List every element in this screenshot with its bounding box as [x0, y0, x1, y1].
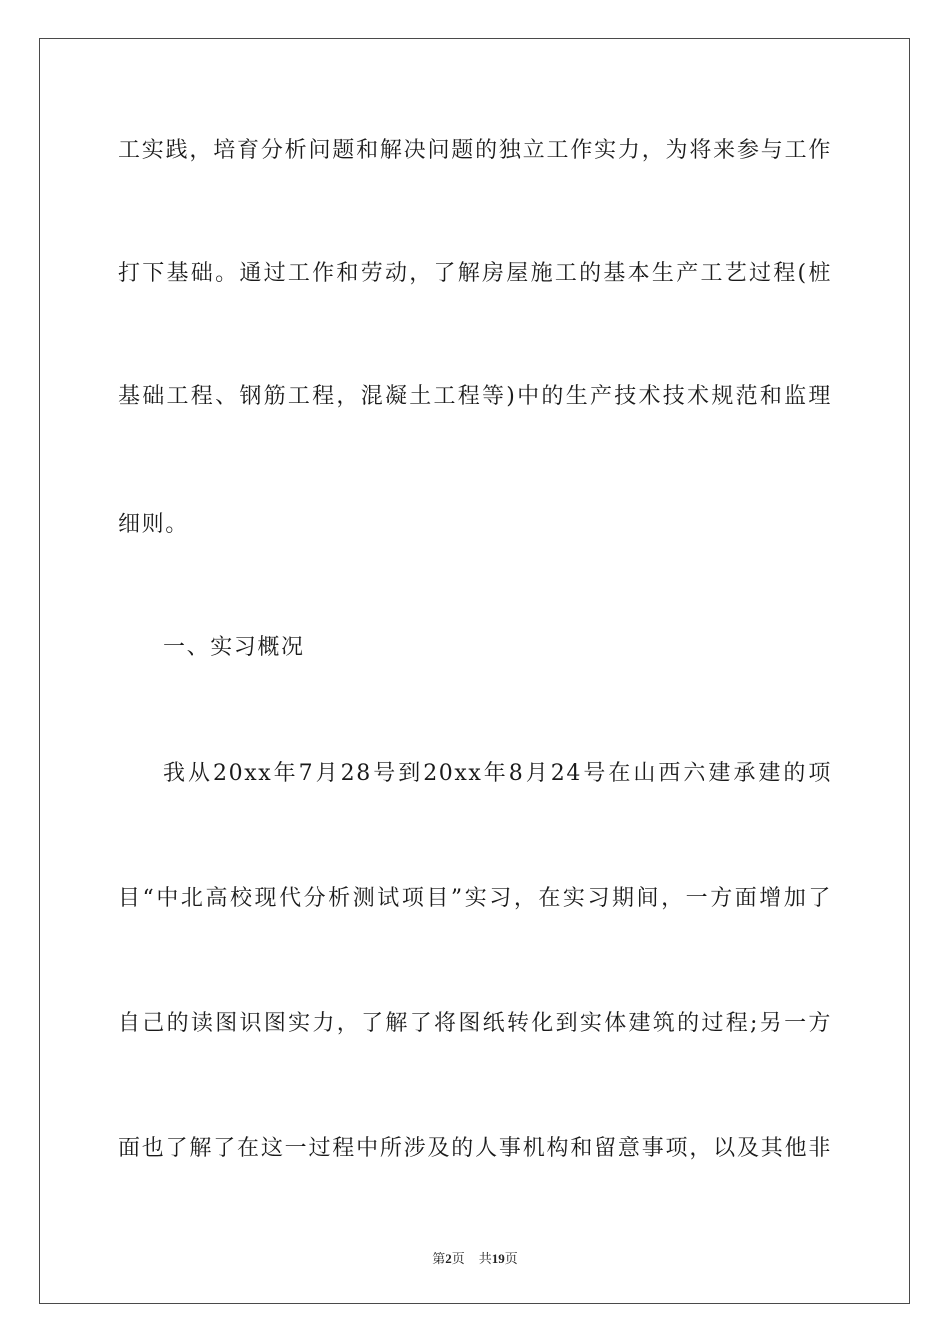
paragraph-line: 目“中北高校现代分析测试项目”实习，在实习期间，一方面增加了: [118, 886, 832, 911]
total-pages: 19: [491, 1251, 505, 1266]
body-text-line: 打下基础。通过工作和劳动，了解房屋施工的基本生产工艺过程(桩: [118, 261, 832, 286]
page-suffix: 页: [451, 1251, 465, 1266]
page-footer: [0, 1248, 950, 1267]
paragraph-line: 我从20xx年7月28号到20xx年8月24号在山西六建承建的项: [163, 761, 832, 786]
total-suffix: 页: [504, 1251, 518, 1266]
section-heading: 一、实习概况: [163, 635, 305, 660]
paragraph-line: 面也了解了在这一过程中所涉及的人事机构和留意事项，以及其他非: [118, 1136, 832, 1161]
total-prefix: 共: [478, 1251, 492, 1266]
paragraph-line: 自己的读图识图实力，了解了将图纸转化到实体建筑的过程;另一方: [118, 1011, 832, 1036]
page-border: [39, 38, 910, 1304]
page-prefix: 第: [432, 1251, 446, 1266]
body-text-line: 基础工程、钢筋工程，混凝土工程等)中的生产技术技术规范和监理: [118, 384, 832, 409]
body-text-line: 细则。: [118, 512, 189, 537]
page-number: 2: [445, 1251, 452, 1266]
body-text-line: 工实践，培育分析问题和解决问题的独立工作实力，为将来参与工作: [118, 138, 832, 163]
